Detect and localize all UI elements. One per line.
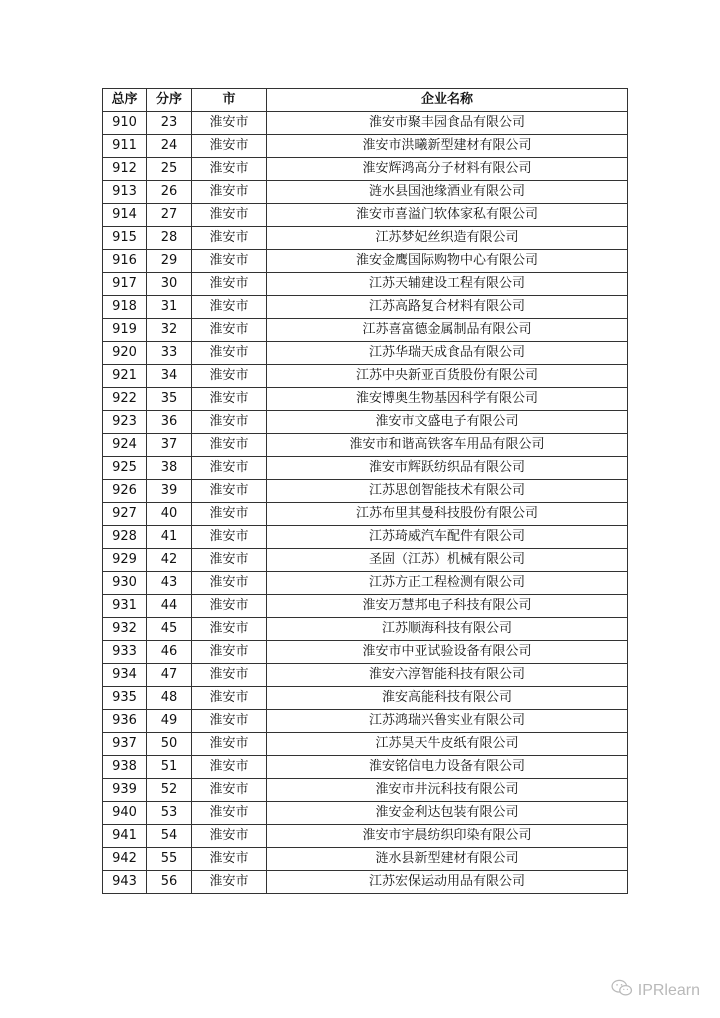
table-row bbox=[103, 319, 628, 342]
cell-company-name: 江苏布里其曼科技股份有限公司 bbox=[267, 503, 628, 526]
cell-sub-index: 51 bbox=[147, 756, 192, 779]
cell-sub-index: 48 bbox=[147, 687, 192, 710]
header-city: 市 bbox=[192, 89, 267, 112]
cell-company-name: 淮安市中亚试验设备有限公司 bbox=[267, 641, 628, 664]
enterprise-list-table bbox=[102, 88, 628, 894]
table-row bbox=[103, 733, 628, 756]
cell-total-index: 919 bbox=[103, 319, 147, 342]
cell-total-index: 910 bbox=[103, 112, 147, 135]
cell-company-name: 江苏宏保运动用品有限公司 bbox=[267, 871, 628, 894]
cell-company-name: 淮安万慧邦电子科技有限公司 bbox=[267, 595, 628, 618]
cell-sub-index: 56 bbox=[147, 871, 192, 894]
cell-total-index: 941 bbox=[103, 825, 147, 848]
cell-sub-index: 26 bbox=[147, 181, 192, 204]
cell-total-index: 912 bbox=[103, 158, 147, 181]
cell-total-index: 939 bbox=[103, 779, 147, 802]
cell-sub-index: 46 bbox=[147, 641, 192, 664]
cell-sub-index: 31 bbox=[147, 296, 192, 319]
cell-city: 淮安市 bbox=[192, 595, 267, 618]
cell-city: 淮安市 bbox=[192, 664, 267, 687]
cell-city: 淮安市 bbox=[192, 204, 267, 227]
cell-total-index: 921 bbox=[103, 365, 147, 388]
cell-company-name: 淮安市井沅科技有限公司 bbox=[267, 779, 628, 802]
header-company-name: 企业名称 bbox=[267, 89, 628, 112]
cell-total-index: 913 bbox=[103, 181, 147, 204]
cell-company-name: 淮安金鹰国际购物中心有限公司 bbox=[267, 250, 628, 273]
cell-total-index: 930 bbox=[103, 572, 147, 595]
cell-city: 淮安市 bbox=[192, 802, 267, 825]
cell-company-name: 江苏梦妃丝织造有限公司 bbox=[267, 227, 628, 250]
cell-total-index: 940 bbox=[103, 802, 147, 825]
cell-city: 淮安市 bbox=[192, 411, 267, 434]
cell-city: 淮安市 bbox=[192, 549, 267, 572]
cell-city: 淮安市 bbox=[192, 342, 267, 365]
cell-sub-index: 35 bbox=[147, 388, 192, 411]
cell-city: 淮安市 bbox=[192, 641, 267, 664]
enterprise-list-table-wrapper bbox=[102, 88, 627, 894]
cell-sub-index: 25 bbox=[147, 158, 192, 181]
cell-total-index: 917 bbox=[103, 273, 147, 296]
table-row bbox=[103, 112, 628, 135]
cell-city: 淮安市 bbox=[192, 388, 267, 411]
cell-company-name: 淮安市宇晨纺织印染有限公司 bbox=[267, 825, 628, 848]
cell-company-name: 圣固（江苏）机械有限公司 bbox=[267, 549, 628, 572]
cell-city: 淮安市 bbox=[192, 480, 267, 503]
cell-sub-index: 39 bbox=[147, 480, 192, 503]
cell-company-name: 淮安金利达包装有限公司 bbox=[267, 802, 628, 825]
cell-sub-index: 32 bbox=[147, 319, 192, 342]
cell-company-name: 江苏方正工程检测有限公司 bbox=[267, 572, 628, 595]
cell-total-index: 922 bbox=[103, 388, 147, 411]
cell-total-index: 937 bbox=[103, 733, 147, 756]
header-total-index: 总序 bbox=[103, 89, 147, 112]
cell-sub-index: 27 bbox=[147, 204, 192, 227]
cell-total-index: 942 bbox=[103, 848, 147, 871]
cell-sub-index: 30 bbox=[147, 273, 192, 296]
cell-city: 淮安市 bbox=[192, 848, 267, 871]
table-row bbox=[103, 664, 628, 687]
cell-total-index: 911 bbox=[103, 135, 147, 158]
cell-city: 淮安市 bbox=[192, 112, 267, 135]
table-row bbox=[103, 250, 628, 273]
cell-company-name: 江苏思创智能技术有限公司 bbox=[267, 480, 628, 503]
table-row bbox=[103, 434, 628, 457]
cell-company-name: 淮安博奥生物基因科学有限公司 bbox=[267, 388, 628, 411]
table-row bbox=[103, 572, 628, 595]
cell-city: 淮安市 bbox=[192, 273, 267, 296]
cell-sub-index: 24 bbox=[147, 135, 192, 158]
cell-company-name: 江苏琦威汽车配件有限公司 bbox=[267, 526, 628, 549]
watermark-text: IPRlearn bbox=[637, 981, 700, 999]
cell-city: 淮安市 bbox=[192, 296, 267, 319]
cell-company-name: 涟水县新型建材有限公司 bbox=[267, 848, 628, 871]
cell-sub-index: 38 bbox=[147, 457, 192, 480]
cell-total-index: 938 bbox=[103, 756, 147, 779]
cell-city: 淮安市 bbox=[192, 227, 267, 250]
cell-sub-index: 37 bbox=[147, 434, 192, 457]
table-row bbox=[103, 825, 628, 848]
cell-sub-index: 52 bbox=[147, 779, 192, 802]
cell-company-name: 淮安市文盛电子有限公司 bbox=[267, 411, 628, 434]
cell-sub-index: 29 bbox=[147, 250, 192, 273]
cell-company-name: 江苏天辅建设工程有限公司 bbox=[267, 273, 628, 296]
cell-total-index: 918 bbox=[103, 296, 147, 319]
cell-total-index: 933 bbox=[103, 641, 147, 664]
table-header bbox=[103, 89, 628, 112]
table-row bbox=[103, 710, 628, 733]
cell-total-index: 914 bbox=[103, 204, 147, 227]
table-row bbox=[103, 549, 628, 572]
table-row bbox=[103, 756, 628, 779]
cell-sub-index: 36 bbox=[147, 411, 192, 434]
table-row bbox=[103, 503, 628, 526]
cell-company-name: 淮安高能科技有限公司 bbox=[267, 687, 628, 710]
cell-city: 淮安市 bbox=[192, 319, 267, 342]
header-sub-index: 分序 bbox=[147, 89, 192, 112]
cell-total-index: 928 bbox=[103, 526, 147, 549]
table-row bbox=[103, 227, 628, 250]
table-row bbox=[103, 342, 628, 365]
cell-sub-index: 49 bbox=[147, 710, 192, 733]
cell-city: 淮安市 bbox=[192, 457, 267, 480]
cell-company-name: 江苏高路复合材料有限公司 bbox=[267, 296, 628, 319]
cell-city: 淮安市 bbox=[192, 871, 267, 894]
cell-company-name: 江苏昊天牛皮纸有限公司 bbox=[267, 733, 628, 756]
cell-total-index: 943 bbox=[103, 871, 147, 894]
table-row bbox=[103, 365, 628, 388]
cell-city: 淮安市 bbox=[192, 135, 267, 158]
cell-total-index: 927 bbox=[103, 503, 147, 526]
cell-sub-index: 55 bbox=[147, 848, 192, 871]
cell-sub-index: 47 bbox=[147, 664, 192, 687]
table-body bbox=[103, 112, 628, 894]
table-row bbox=[103, 457, 628, 480]
table-row bbox=[103, 687, 628, 710]
cell-city: 淮安市 bbox=[192, 434, 267, 457]
table-row bbox=[103, 273, 628, 296]
cell-city: 淮安市 bbox=[192, 250, 267, 273]
cell-sub-index: 53 bbox=[147, 802, 192, 825]
cell-sub-index: 43 bbox=[147, 572, 192, 595]
cell-total-index: 934 bbox=[103, 664, 147, 687]
cell-sub-index: 28 bbox=[147, 227, 192, 250]
table-row bbox=[103, 296, 628, 319]
table-row bbox=[103, 388, 628, 411]
cell-city: 淮安市 bbox=[192, 526, 267, 549]
cell-sub-index: 45 bbox=[147, 618, 192, 641]
cell-city: 淮安市 bbox=[192, 825, 267, 848]
table-row bbox=[103, 802, 628, 825]
header-row bbox=[103, 89, 628, 112]
cell-city: 淮安市 bbox=[192, 618, 267, 641]
cell-city: 淮安市 bbox=[192, 158, 267, 181]
cell-sub-index: 33 bbox=[147, 342, 192, 365]
cell-total-index: 924 bbox=[103, 434, 147, 457]
table-row bbox=[103, 848, 628, 871]
table-row bbox=[103, 779, 628, 802]
cell-city: 淮安市 bbox=[192, 365, 267, 388]
cell-company-name: 淮安市聚丰园食品有限公司 bbox=[267, 112, 628, 135]
cell-city: 淮安市 bbox=[192, 756, 267, 779]
cell-city: 淮安市 bbox=[192, 733, 267, 756]
table-row bbox=[103, 480, 628, 503]
cell-company-name: 淮安铭信电力设备有限公司 bbox=[267, 756, 628, 779]
table-row bbox=[103, 204, 628, 227]
cell-city: 淮安市 bbox=[192, 181, 267, 204]
cell-company-name: 淮安市洪曦新型建材有限公司 bbox=[267, 135, 628, 158]
table-row bbox=[103, 135, 628, 158]
cell-total-index: 925 bbox=[103, 457, 147, 480]
cell-company-name: 淮安市和谐高铁客车用品有限公司 bbox=[267, 434, 628, 457]
cell-total-index: 916 bbox=[103, 250, 147, 273]
cell-total-index: 932 bbox=[103, 618, 147, 641]
cell-company-name: 淮安市辉跃纺织品有限公司 bbox=[267, 457, 628, 480]
cell-company-name: 江苏顺海科技有限公司 bbox=[267, 618, 628, 641]
table-row bbox=[103, 618, 628, 641]
cell-city: 淮安市 bbox=[192, 710, 267, 733]
wechat-icon bbox=[611, 979, 633, 1002]
table-row bbox=[103, 411, 628, 434]
cell-company-name: 淮安六淳智能科技有限公司 bbox=[267, 664, 628, 687]
cell-company-name: 淮安市喜溢门软体家私有限公司 bbox=[267, 204, 628, 227]
cell-sub-index: 41 bbox=[147, 526, 192, 549]
cell-company-name: 江苏中央新亚百货股份有限公司 bbox=[267, 365, 628, 388]
cell-total-index: 923 bbox=[103, 411, 147, 434]
cell-company-name: 涟水县国池缘酒业有限公司 bbox=[267, 181, 628, 204]
cell-sub-index: 50 bbox=[147, 733, 192, 756]
cell-company-name: 江苏喜富德金属制品有限公司 bbox=[267, 319, 628, 342]
cell-company-name: 江苏鸿瑞兴鲁实业有限公司 bbox=[267, 710, 628, 733]
watermark bbox=[611, 979, 700, 1002]
cell-total-index: 915 bbox=[103, 227, 147, 250]
table-row bbox=[103, 871, 628, 894]
cell-city: 淮安市 bbox=[192, 687, 267, 710]
cell-total-index: 936 bbox=[103, 710, 147, 733]
cell-company-name: 淮安辉鸿高分子材料有限公司 bbox=[267, 158, 628, 181]
cell-total-index: 931 bbox=[103, 595, 147, 618]
table-row bbox=[103, 526, 628, 549]
table-row bbox=[103, 595, 628, 618]
cell-total-index: 926 bbox=[103, 480, 147, 503]
cell-sub-index: 42 bbox=[147, 549, 192, 572]
cell-sub-index: 34 bbox=[147, 365, 192, 388]
cell-company-name: 江苏华瑞天成食品有限公司 bbox=[267, 342, 628, 365]
cell-sub-index: 40 bbox=[147, 503, 192, 526]
cell-sub-index: 54 bbox=[147, 825, 192, 848]
cell-city: 淮安市 bbox=[192, 503, 267, 526]
cell-sub-index: 44 bbox=[147, 595, 192, 618]
cell-sub-index: 23 bbox=[147, 112, 192, 135]
table-row bbox=[103, 158, 628, 181]
cell-total-index: 920 bbox=[103, 342, 147, 365]
table-row bbox=[103, 641, 628, 664]
cell-city: 淮安市 bbox=[192, 572, 267, 595]
cell-total-index: 935 bbox=[103, 687, 147, 710]
table-row bbox=[103, 181, 628, 204]
cell-city: 淮安市 bbox=[192, 779, 267, 802]
cell-total-index: 929 bbox=[103, 549, 147, 572]
